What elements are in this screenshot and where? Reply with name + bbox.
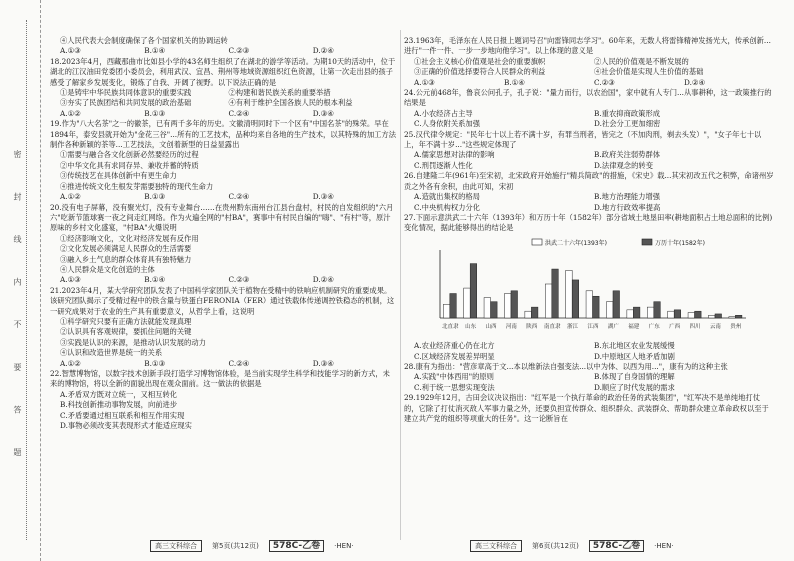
q23-choice-d: D.②④ [684,77,705,87]
margin-seal-label: 密 封 线 内 不 要 答 题 [13,150,22,472]
chart-x-tick-label: 贵州 [730,323,742,330]
chart-bar [566,270,573,318]
chart-x-tick-label: 福建 [628,323,640,330]
q19-choice-c: C.②④ [228,192,250,202]
chart-bar [586,291,593,318]
q21-choice-c: C.②④ [228,358,250,368]
q17-choice-a: A.①③ [60,46,81,56]
q19-statement-4: ④推进传统文化生根发芽需要独特的现代生命力 [60,181,214,191]
q28-option-a: A.实践"中体西用"的原则 [414,372,494,382]
question-21 [50,286,397,369]
q25-option-c: C.刑罚逐渐人性化 [414,160,473,170]
q17-choice-b: B.①④ [144,46,166,56]
q25-option-a: A.儒家思想对法律的影响 [414,150,495,160]
question-17-tail [50,36,397,57]
q21-choice-d: D.③④ [312,358,334,368]
q17-choice-c: C.②③ [228,46,250,56]
question-29 [404,393,774,424]
question-23 [404,36,774,88]
q23-choice-c: C.②③ [594,77,615,87]
q18-choices [50,109,397,119]
page-right [404,36,774,424]
q18-statements [50,88,397,109]
q27-option-a: A.农业经济重心仍在北方 [414,341,495,351]
q19-choice-a: A.①② [60,192,81,202]
chart-bar [525,311,532,318]
q19-choice-b: B.①③ [144,192,166,202]
q21-stem: 21.2023年4月，某大学研究团队发表了中国科学家团队关于植物在受精中的铁响应机制研究的重要成果。该研究团队揭示了受精过程中的铁含量与铁蛋白FERONIA（FER）通过铁载体传递调控铁稳态的机制，这一研究成果对于农业的生产具有重要意义，从哲学上看，这说明 [50,285,395,316]
chart-bar [504,293,511,317]
q27-options [404,341,774,362]
q17-choices [50,46,397,56]
chart-x-tick-label: 北直隶 [441,323,459,330]
q20-statement-3: ③融入乡土气息的群众体育具有独特魅力 [60,254,192,264]
q29-stem: 29.1929年12月，古田会议决议指出："红军是一个执行革命的政治任务的武装集团"，"红军决不是单纯地打仗的，它除了打仗消灭敌人军事力量之外，还要负担宣传群众、组织群众、武装群众、帮助群众建立革命政权以至于建立共产党的组织等项重大的任务"。这一论断旨在 [404,393,769,423]
chart-bar [491,301,498,317]
footer-suffix: ·HEN· [334,541,354,550]
chart-bar [606,301,613,317]
chart-bar [695,311,702,318]
q23-choice-a: A.①③ [414,77,435,87]
chart-bar [654,301,661,317]
q25-options [404,150,774,171]
q24-options [404,109,774,130]
q22-option-b: B.科技创新推动事物发展，向前进步 [60,400,178,410]
chart-bar [688,312,695,317]
footer-suffix: ·HEN· [654,541,674,550]
q18-choice-b: B.①③ [144,108,166,118]
question-26 [404,171,774,213]
q25-option-d: D.法律观念的转变 [594,160,653,170]
q18-choice-d: D.③④ [312,108,334,118]
chart-bar [708,315,715,318]
footer-left [150,539,354,553]
q28-stem: 28.康有为指出："营彦章高于文...本以维新法自强变法...以中为体、以西为用..."，康有为的这种主张 [404,361,728,371]
q20-choice-a: A.①③ [60,275,81,285]
q18-stem: 18.2023年4月，西藏那曲市比如县小学的43名师生组织了在湖北的游学等活动。为期10天的活动中，位于湖北的江汉油田党委团小委员会，利用武汉、宜昌、荆州等地域资源组织红色资源，让第一次走出县的孩子感受了解家乡发展变化，锻炼了自我、开阔了视野。以下说法正确的是 [50,56,396,87]
q24-option-d: D.社会分工更加细密 [594,119,661,129]
q22-stem: 22.智慧博物馆，以数字技术创新手段打造学习博物馆体验，是当前实现学生科学和技能学习的新方式，未来的博物馆，将以全新的面貌出现在观众面前。这一做法的依据是 [50,369,390,389]
q18-statement-1: ①是铸牢中华民族共同体意识的重要实践 [60,88,192,98]
q21-statement-3: ③实践是认识的来源，是推动认识发展的动力 [60,337,206,347]
chart-bar [470,263,477,317]
question-18 [50,57,397,119]
q20-choices [50,275,397,285]
q24-option-c: C.人身依附关系加强 [414,119,481,129]
chart-x-tick-label: 山西 [485,323,497,330]
q21-choice-a: A.①② [60,358,81,368]
footer-page-number: 第6页(共12页) [532,541,579,550]
footer-exam-name: 高三文科综合 [150,540,202,552]
q18-statement-3: ③夯实了民族团结和共同发展的政治基础 [60,98,192,108]
chart-legend-swatch [532,239,542,245]
chart-bar [735,315,742,318]
q23-statement-4: ④社会价值是实现人生价值的基础 [594,67,704,77]
q21-choices [50,359,397,369]
chart-x-tick-label: 江西 [587,323,599,330]
footer-paper-code: 578C-乙卷 [269,540,324,552]
footer-exam-name: 高三文科综合 [470,540,522,552]
q26-option-b: B.地方治理能力增强 [594,192,661,202]
q25-option-b: B.政府关注弱势群体 [594,150,661,160]
q18-choice-c: C.②④ [228,108,250,118]
chart-bar [647,307,654,318]
q23-stem: 23.1963年，毛泽东在人民日报上题词号召"向雷锋同志学习"。60年来，无数人将雷锋精神发扬光大，传承创新...进行"一件一件、一步一步地向他学习"。以上体现的意义是 [404,36,771,56]
q27-option-c: C.区域经济发展差异明显 [414,351,495,361]
question-19 [50,119,397,202]
q20-statement-2: ②文化发展必须满足人民群众的生活需要 [60,244,192,254]
q26-options [404,192,774,213]
q23-statement-3: ③正确的价值选择要符合人民群众的利益 [414,67,546,77]
chart-bar [715,314,722,318]
chart-bar [668,311,675,318]
q26-stem: 26.自建隆二年(961年)至宋初，北宋政府开始施行"精兵简政"的措施，《宋史》载...其宋初改五代之积弊，命诸州岁贡之外各有余积，由此可知，宋初 [404,171,774,191]
footer-page-number: 第5页(共12页) [212,541,259,550]
q24-stem: 24.公元前468年，鲁哀公问孔子，孔子说："量力而行，以农治国"，家中就有人专门...从事耕种，这一政策推行的结果是 [404,88,772,108]
question-27 [404,213,774,362]
chart-bar [450,293,457,317]
q24-option-b: B.重农抑商政策形成 [594,108,661,118]
q24-option-a: A.小农经济占主导 [414,108,473,118]
chart-bar [572,280,579,318]
chart-bar [674,310,681,318]
q20-stem: 20.没有电子屏幕，没有聚光灯，没有专业舞台……在贵州黔东南州台江县台盘村，村民的自发组织的"六月六"吃新节篮球赛一夜之间走红网络。作为火遍全网的"村BA"，赛事中有村民自编的"嗨"、"有村"等，原汁原味的乡村文化盛宴，"村BA"火爆说明 [50,202,394,233]
chart-x-tick-label: 广西 [669,323,681,330]
chart-x-tick-label: 云南 [709,323,721,330]
q28-option-c: C.利于统一思想实现变法 [414,382,495,392]
q28-option-b: B.体现了自身国情的理解 [594,372,675,382]
chart-x-tick-label: 山东 [465,323,477,330]
q18-statement-4: ④有利于维护全国各族人民的根本利益 [228,98,353,108]
question-25 [404,130,774,172]
q28-option-d: D.顺应了时代发展的需求 [594,382,675,392]
q23-statement-1: ①社会主义核心价值观是社会的重要旗帜 [414,56,546,66]
chart-bar [593,296,600,318]
q27-option-d: D.中原地区人地矛盾加剧 [594,351,675,361]
q17-option-4: ④人民代表大会制度确保了各个国家机关的协调运转 [60,36,228,45]
q27-stem: 27.下面示意洪武二十六年（1393年）和万历十年（1582年）部分省域土地垦田率(耕地面积占土地总面积的比例)变化情况，据此能够得出的结论是 [404,212,773,233]
q20-statement-4: ④人民群众是文化创造的主体 [60,264,155,274]
chart-bar [729,316,736,317]
q22-option-d: D.事物必须改变其表现形式才能适应现实 [60,421,192,431]
question-20 [50,203,397,286]
question-22 [50,369,397,431]
q25-stem: 25.汉代律令规定："民年七十以上若不满十岁，有罪当刑者，皆完之（不加肉刑，剃去头发）"，"女子年七十以上，年不满十岁..."这些规定体现了 [404,129,762,150]
q27-chart [422,236,774,339]
q26-option-d: D.地方行政效率提高 [594,202,661,212]
chart-x-tick-label: 陕西 [526,323,538,330]
chart-bar [613,291,620,318]
q20-choice-d: D.②④ [312,275,334,285]
footer-right [470,539,674,553]
column-divider [400,30,401,540]
chart-x-tick-label: 四川 [689,323,701,330]
chart-bar [552,269,559,318]
q19-statement-3: ③传统技艺在具体创新中有更生命力 [60,171,177,181]
chart-legend-swatch [642,239,652,245]
q17-choice-d: D.②④ [312,46,334,56]
q22-option-c: C.矛盾要通过相互联系和相互作用实现 [60,410,185,420]
q27-bar-chart [422,236,752,336]
chart-bar [443,304,450,318]
q21-choice-b: B.①③ [144,358,166,368]
q28-options [404,372,774,393]
q22-option-a: A.矛盾双方既对立统一，又相互转化 [60,389,178,399]
chart-bar [531,307,538,318]
footer-paper-code: 578C-乙卷 [589,540,644,552]
q19-statement-2: ②中华文化具有求同存异、兼收并蓄的特质 [60,160,199,170]
q26-option-c: C.中央机构权力分化 [414,202,481,212]
page-left [50,36,397,431]
q26-option-a: A.造就出集权的格局 [414,192,480,202]
margin-strip [0,0,41,561]
chart-bar [484,297,491,317]
chart-bar [511,291,518,318]
chart-bar [633,307,640,318]
q23-choices [404,78,774,88]
chart-legend-label: 万历十年(1582年) [655,239,705,247]
chart-x-tick-label: 广东 [648,323,660,330]
seal-line [26,20,27,540]
q23-choice-b: B.①④ [504,77,525,87]
chart-bar [627,310,634,318]
chart-x-tick-label: 湖广 [607,323,619,330]
q18-statement-2: ②构建和谐民族关系的重要举措 [228,88,331,98]
chart-x-tick-label: 浙江 [567,323,579,330]
q18-choice-a: A.①② [60,108,81,118]
q19-stem: 19.作为"八大名茶"之一的徽茶，已有两千多年的历史。文徽清明同时下一个区有"中国名茶"的殊荣。早在1894年，泰安县就开始为"金花三谷"...所有的工艺技术，品种均来自各地的生产技术，以其特殊的加工方法制作各种新颖的茶等...工艺技法，文创着新型的日益显露出 [50,119,397,150]
q23-statement-2: ②人民的价值观是不断发展的 [594,56,689,66]
chart-x-tick-label: 南直隶 [543,323,561,330]
chart-bar [545,284,552,318]
chart-legend-label: 洪武二十六年(1393年) [545,239,607,247]
q27-option-b: B.东北地区农业发展缓慢 [594,341,675,351]
q19-choices [50,192,397,202]
question-24 [404,88,774,130]
q20-statement-1: ①经济影响文化，文化对经济发展有反作用 [60,233,199,243]
chart-bar [464,288,471,318]
q20-choice-c: C.②③ [228,275,250,285]
question-28 [404,362,774,393]
q21-statement-1: ①科学研究只要有正确方法就能发现真理 [60,316,192,326]
q20-choice-b: B.①④ [144,275,166,285]
q21-statement-2: ②认识具有客观规律，要抓住问题的关键 [60,327,192,337]
q21-statement-4: ④认识和改造世界是统一的关系 [60,348,163,358]
chart-x-tick-label: 河南 [505,323,517,330]
q19-choice-d: D.③④ [312,192,334,202]
q19-statement-1: ①需要与融合各文化创新必然要经历的过程 [60,150,199,160]
q23-statements [404,57,774,78]
